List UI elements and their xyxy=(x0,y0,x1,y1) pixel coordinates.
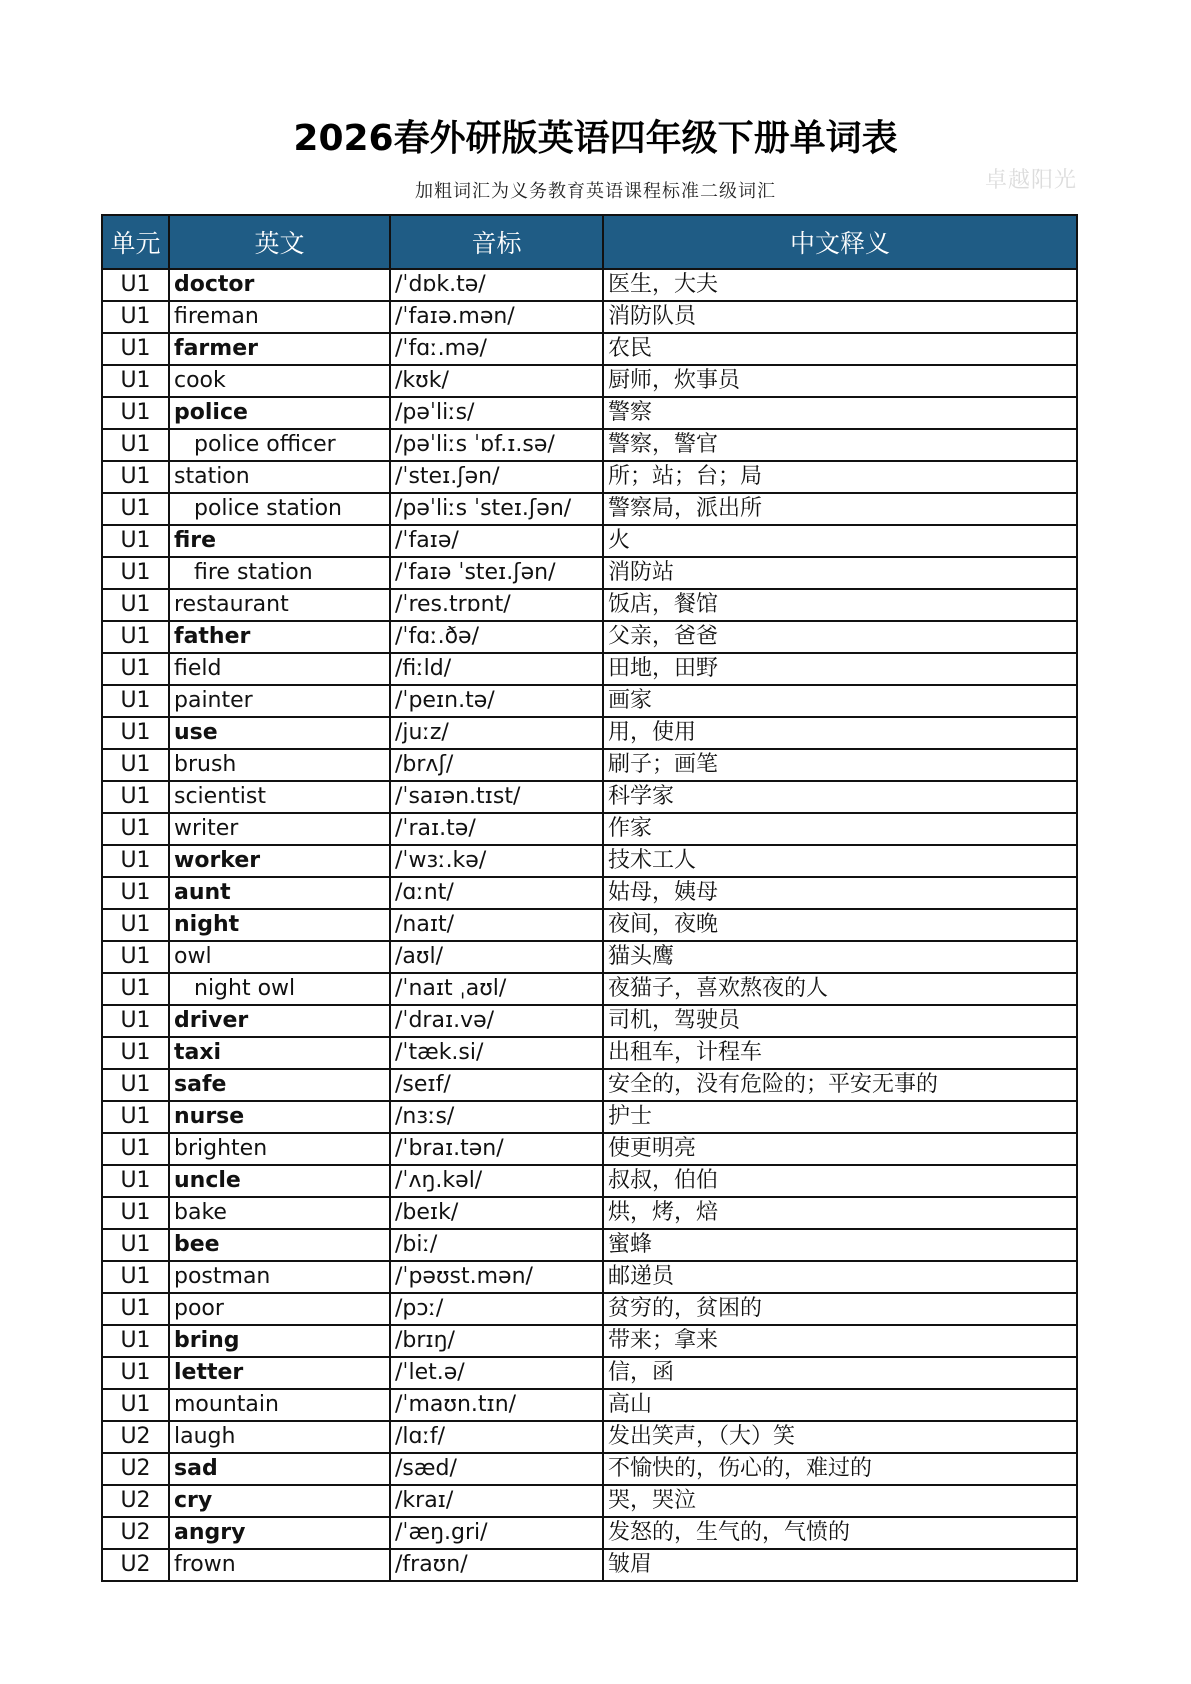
unit-cell: U1 xyxy=(102,493,169,525)
table-row xyxy=(102,1133,1077,1165)
phonetic-cell: /sæd/ xyxy=(390,1453,603,1485)
table-row xyxy=(102,813,1077,845)
phonetic-cell: /ˈæŋ.gri/ xyxy=(390,1517,603,1549)
english-word-cell: sad xyxy=(169,1453,390,1485)
chinese-meaning-cell: 哭，哭泣 xyxy=(603,1485,1077,1517)
table-row xyxy=(102,781,1077,813)
unit-cell: U1 xyxy=(102,269,169,301)
table-row xyxy=(102,1197,1077,1229)
table-header-row xyxy=(102,215,1077,269)
table-row xyxy=(102,1325,1077,1357)
table-row xyxy=(102,557,1077,589)
phonetic-cell: /ˈpəʊst.mən/ xyxy=(390,1261,603,1293)
english-word-cell: mountain xyxy=(169,1389,390,1421)
unit-cell: U1 xyxy=(102,397,169,429)
unit-cell: U1 xyxy=(102,1069,169,1101)
chinese-meaning-cell: 警察 xyxy=(603,397,1077,429)
table-row xyxy=(102,525,1077,557)
phonetic-cell: /juːz/ xyxy=(390,717,603,749)
phonetic-cell: /beɪk/ xyxy=(390,1197,603,1229)
english-word-cell: police officer xyxy=(169,429,390,461)
english-word-cell: bake xyxy=(169,1197,390,1229)
english-word-cell: aunt xyxy=(169,877,390,909)
english-word-cell: police station xyxy=(169,493,390,525)
english-word-cell: father xyxy=(169,621,390,653)
unit-cell: U1 xyxy=(102,621,169,653)
chinese-meaning-cell: 猫头鹰 xyxy=(603,941,1077,973)
unit-cell: U1 xyxy=(102,333,169,365)
unit-cell: U1 xyxy=(102,813,169,845)
english-word-cell: use xyxy=(169,717,390,749)
table-row xyxy=(102,333,1077,365)
phonetic-cell: /ˈsteɪ.ʃən/ xyxy=(390,461,603,493)
phonetic-cell: /kʊk/ xyxy=(390,365,603,397)
phonetic-cell: /ˈsaɪən.tɪst/ xyxy=(390,781,603,813)
english-word-cell: laugh xyxy=(169,1421,390,1453)
unit-cell: U1 xyxy=(102,1357,169,1389)
english-word-cell: nurse xyxy=(169,1101,390,1133)
table-row xyxy=(102,1293,1077,1325)
phonetic-cell: /seɪf/ xyxy=(390,1069,603,1101)
phonetic-cell: /ˈdɒk.tə/ xyxy=(390,269,603,301)
chinese-meaning-cell: 发出笑声，（大）笑 xyxy=(603,1421,1077,1453)
table-row xyxy=(102,1357,1077,1389)
phonetic-cell: /fiːld/ xyxy=(390,653,603,685)
unit-cell: U1 xyxy=(102,429,169,461)
english-word-cell: driver xyxy=(169,1005,390,1037)
table-row xyxy=(102,1389,1077,1421)
phonetic-cell: /ˈfɑː.ðə/ xyxy=(390,621,603,653)
chinese-meaning-cell: 出租车，计程车 xyxy=(603,1037,1077,1069)
table-row xyxy=(102,1069,1077,1101)
table-row xyxy=(102,973,1077,1005)
phonetic-cell: /ˈʌŋ.kəl/ xyxy=(390,1165,603,1197)
table-row xyxy=(102,1453,1077,1485)
unit-cell: U2 xyxy=(102,1421,169,1453)
chinese-meaning-cell: 贫穷的，贫困的 xyxy=(603,1293,1077,1325)
phonetic-cell: /pəˈliːs ˈɒf.ɪ.sə/ xyxy=(390,429,603,461)
chinese-meaning-cell: 邮递员 xyxy=(603,1261,1077,1293)
table-row xyxy=(102,621,1077,653)
chinese-meaning-cell: 皱眉 xyxy=(603,1549,1077,1581)
english-word-cell: uncle xyxy=(169,1165,390,1197)
chinese-meaning-cell: 高山 xyxy=(603,1389,1077,1421)
english-word-cell: taxi xyxy=(169,1037,390,1069)
table-row xyxy=(102,365,1077,397)
chinese-meaning-cell: 科学家 xyxy=(603,781,1077,813)
english-word-cell: writer xyxy=(169,813,390,845)
vocabulary-table xyxy=(101,214,1078,1582)
english-word-cell: cook xyxy=(169,365,390,397)
chinese-meaning-cell: 画家 xyxy=(603,685,1077,717)
unit-cell: U1 xyxy=(102,589,169,621)
unit-cell: U1 xyxy=(102,685,169,717)
table-row xyxy=(102,653,1077,685)
phonetic-cell: /pɔː/ xyxy=(390,1293,603,1325)
chinese-meaning-cell: 消防站 xyxy=(603,557,1077,589)
unit-cell: U1 xyxy=(102,973,169,1005)
chinese-meaning-cell: 用，使用 xyxy=(603,717,1077,749)
chinese-meaning-cell: 医生，大夫 xyxy=(603,269,1077,301)
table-row xyxy=(102,1229,1077,1261)
phonetic-cell: /ˈtæk.si/ xyxy=(390,1037,603,1069)
table-row xyxy=(102,1101,1077,1133)
table-row xyxy=(102,685,1077,717)
page-title: 2026春外研版英语四年级下册单词表 xyxy=(293,118,898,159)
table-row xyxy=(102,397,1077,429)
phonetic-cell: /ˈfaɪə.mən/ xyxy=(390,301,603,333)
phonetic-cell: /ˈfaɪə ˈsteɪ.ʃən/ xyxy=(390,557,603,589)
chinese-meaning-cell: 带来；拿来 xyxy=(603,1325,1077,1357)
english-word-cell: fire station xyxy=(169,557,390,589)
unit-cell: U1 xyxy=(102,717,169,749)
chinese-meaning-cell: 火 xyxy=(603,525,1077,557)
english-word-cell: angry xyxy=(169,1517,390,1549)
unit-cell: U2 xyxy=(102,1485,169,1517)
english-word-cell: field xyxy=(169,653,390,685)
chinese-meaning-cell: 技术工人 xyxy=(603,845,1077,877)
table-row xyxy=(102,301,1077,333)
table-row xyxy=(102,1517,1077,1549)
table-row xyxy=(102,269,1077,301)
table-row xyxy=(102,1165,1077,1197)
chinese-meaning-cell: 厨师，炊事员 xyxy=(603,365,1077,397)
chinese-meaning-cell: 警察局，派出所 xyxy=(603,493,1077,525)
phonetic-cell: /ˈdraɪ.və/ xyxy=(390,1005,603,1037)
unit-cell: U2 xyxy=(102,1453,169,1485)
chinese-meaning-cell: 使更明亮 xyxy=(603,1133,1077,1165)
phonetic-cell: /ˈbraɪ.tən/ xyxy=(390,1133,603,1165)
unit-cell: U1 xyxy=(102,909,169,941)
unit-cell: U2 xyxy=(102,1549,169,1581)
english-word-cell: owl xyxy=(169,941,390,973)
unit-cell: U1 xyxy=(102,525,169,557)
english-word-cell: fireman xyxy=(169,301,390,333)
unit-cell: U1 xyxy=(102,1261,169,1293)
chinese-meaning-cell: 夜猫子，喜欢熬夜的人 xyxy=(603,973,1077,1005)
table-row xyxy=(102,1037,1077,1069)
phonetic-cell: /aʊl/ xyxy=(390,941,603,973)
table-row xyxy=(102,749,1077,781)
unit-cell: U1 xyxy=(102,749,169,781)
phonetic-cell: /ɑːnt/ xyxy=(390,877,603,909)
unit-cell: U1 xyxy=(102,557,169,589)
english-word-cell: night owl xyxy=(169,973,390,1005)
english-word-cell: police xyxy=(169,397,390,429)
unit-cell: U1 xyxy=(102,1133,169,1165)
phonetic-cell: /pəˈliːs ˈsteɪ.ʃən/ xyxy=(390,493,603,525)
phonetic-cell: /fraʊn/ xyxy=(390,1549,603,1581)
chinese-meaning-cell: 不愉快的，伤心的，难过的 xyxy=(603,1453,1077,1485)
table-row xyxy=(102,1261,1077,1293)
chinese-meaning-cell: 夜间，夜晚 xyxy=(603,909,1077,941)
unit-cell: U1 xyxy=(102,941,169,973)
english-word-cell: painter xyxy=(169,685,390,717)
english-word-cell: station xyxy=(169,461,390,493)
chinese-meaning-cell: 所；站；台；局 xyxy=(603,461,1077,493)
unit-cell: U1 xyxy=(102,1293,169,1325)
chinese-meaning-cell: 蜜蜂 xyxy=(603,1229,1077,1261)
chinese-meaning-cell: 烘，烤，焙 xyxy=(603,1197,1077,1229)
phonetic-cell: /pəˈliːs/ xyxy=(390,397,603,429)
phonetic-cell: /ˈmaʊn.tɪn/ xyxy=(390,1389,603,1421)
phonetic-cell: /ˈwɜː.kə/ xyxy=(390,845,603,877)
page-subtitle: 加粗词汇为义务教育英语课程标准二级词汇 xyxy=(415,181,776,202)
unit-cell: U1 xyxy=(102,845,169,877)
table-row xyxy=(102,1005,1077,1037)
chinese-meaning-cell: 农民 xyxy=(603,333,1077,365)
english-word-cell: poor xyxy=(169,1293,390,1325)
unit-cell: U1 xyxy=(102,1165,169,1197)
table-row xyxy=(102,429,1077,461)
chinese-meaning-cell: 信，函 xyxy=(603,1357,1077,1389)
english-word-cell: postman xyxy=(169,1261,390,1293)
unit-cell: U1 xyxy=(102,1197,169,1229)
table-row xyxy=(102,941,1077,973)
english-word-cell: worker xyxy=(169,845,390,877)
table-body xyxy=(102,269,1077,1581)
phonetic-cell: /ˈfaɪə/ xyxy=(390,525,603,557)
english-word-cell: letter xyxy=(169,1357,390,1389)
english-word-cell: bring xyxy=(169,1325,390,1357)
english-word-cell: brush xyxy=(169,749,390,781)
chinese-meaning-cell: 作家 xyxy=(603,813,1077,845)
phonetic-cell: /biː/ xyxy=(390,1229,603,1261)
table-row xyxy=(102,1485,1077,1517)
header-phonetic: 音标 xyxy=(390,215,603,269)
chinese-meaning-cell: 警察，警官 xyxy=(603,429,1077,461)
phonetic-cell: /kraɪ/ xyxy=(390,1485,603,1517)
unit-cell: U1 xyxy=(102,301,169,333)
chinese-meaning-cell: 姑母，姨母 xyxy=(603,877,1077,909)
table-row xyxy=(102,717,1077,749)
watermark: 卓越阳光 xyxy=(985,168,1078,193)
unit-cell: U1 xyxy=(102,1005,169,1037)
phonetic-cell: /lɑːf/ xyxy=(390,1421,603,1453)
unit-cell: U1 xyxy=(102,461,169,493)
chinese-meaning-cell: 发怒的，生气的，气愤的 xyxy=(603,1517,1077,1549)
phonetic-cell: /ˈnaɪt ˌaʊl/ xyxy=(390,973,603,1005)
english-word-cell: farmer xyxy=(169,333,390,365)
phonetic-cell: /naɪt/ xyxy=(390,909,603,941)
phonetic-cell: /nɜːs/ xyxy=(390,1101,603,1133)
chinese-meaning-cell: 护士 xyxy=(603,1101,1077,1133)
phonetic-cell: /brʌʃ/ xyxy=(390,749,603,781)
phonetic-cell: /ˈfɑː.mə/ xyxy=(390,333,603,365)
unit-cell: U1 xyxy=(102,653,169,685)
english-word-cell: doctor xyxy=(169,269,390,301)
chinese-meaning-cell: 消防队员 xyxy=(603,301,1077,333)
phonetic-cell: /brɪŋ/ xyxy=(390,1325,603,1357)
english-word-cell: night xyxy=(169,909,390,941)
header-unit: 单元 xyxy=(102,215,169,269)
english-word-cell: restaurant xyxy=(169,589,390,621)
unit-cell: U2 xyxy=(102,1517,169,1549)
unit-cell: U1 xyxy=(102,1101,169,1133)
unit-cell: U1 xyxy=(102,1325,169,1357)
chinese-meaning-cell: 刷子；画笔 xyxy=(603,749,1077,781)
english-word-cell: cry xyxy=(169,1485,390,1517)
english-word-cell: brighten xyxy=(169,1133,390,1165)
table-row xyxy=(102,1421,1077,1453)
english-word-cell: fire xyxy=(169,525,390,557)
chinese-meaning-cell: 饭店，餐馆 xyxy=(603,589,1077,621)
english-word-cell: bee xyxy=(169,1229,390,1261)
english-word-cell: scientist xyxy=(169,781,390,813)
table-row xyxy=(102,877,1077,909)
phonetic-cell: /ˈlet.ə/ xyxy=(390,1357,603,1389)
chinese-meaning-cell: 叔叔，伯伯 xyxy=(603,1165,1077,1197)
unit-cell: U1 xyxy=(102,1229,169,1261)
unit-cell: U1 xyxy=(102,1037,169,1069)
table-row xyxy=(102,909,1077,941)
table-row xyxy=(102,589,1077,621)
english-word-cell: safe xyxy=(169,1069,390,1101)
table-row xyxy=(102,461,1077,493)
phonetic-cell: /ˈraɪ.tə/ xyxy=(390,813,603,845)
header-english: 英文 xyxy=(169,215,390,269)
unit-cell: U1 xyxy=(102,365,169,397)
phonetic-cell: /ˈpeɪn.tə/ xyxy=(390,685,603,717)
chinese-meaning-cell: 安全的，没有危险的；平安无事的 xyxy=(603,1069,1077,1101)
unit-cell: U1 xyxy=(102,1389,169,1421)
english-word-cell: frown xyxy=(169,1549,390,1581)
table-row xyxy=(102,493,1077,525)
unit-cell: U1 xyxy=(102,877,169,909)
header-chinese: 中文释义 xyxy=(603,215,1077,269)
chinese-meaning-cell: 父亲，爸爸 xyxy=(603,621,1077,653)
chinese-meaning-cell: 田地，田野 xyxy=(603,653,1077,685)
chinese-meaning-cell: 司机，驾驶员 xyxy=(603,1005,1077,1037)
table-row xyxy=(102,1549,1077,1581)
table-row xyxy=(102,845,1077,877)
phonetic-cell: /ˈres.trɒnt/ xyxy=(390,589,603,621)
unit-cell: U1 xyxy=(102,781,169,813)
